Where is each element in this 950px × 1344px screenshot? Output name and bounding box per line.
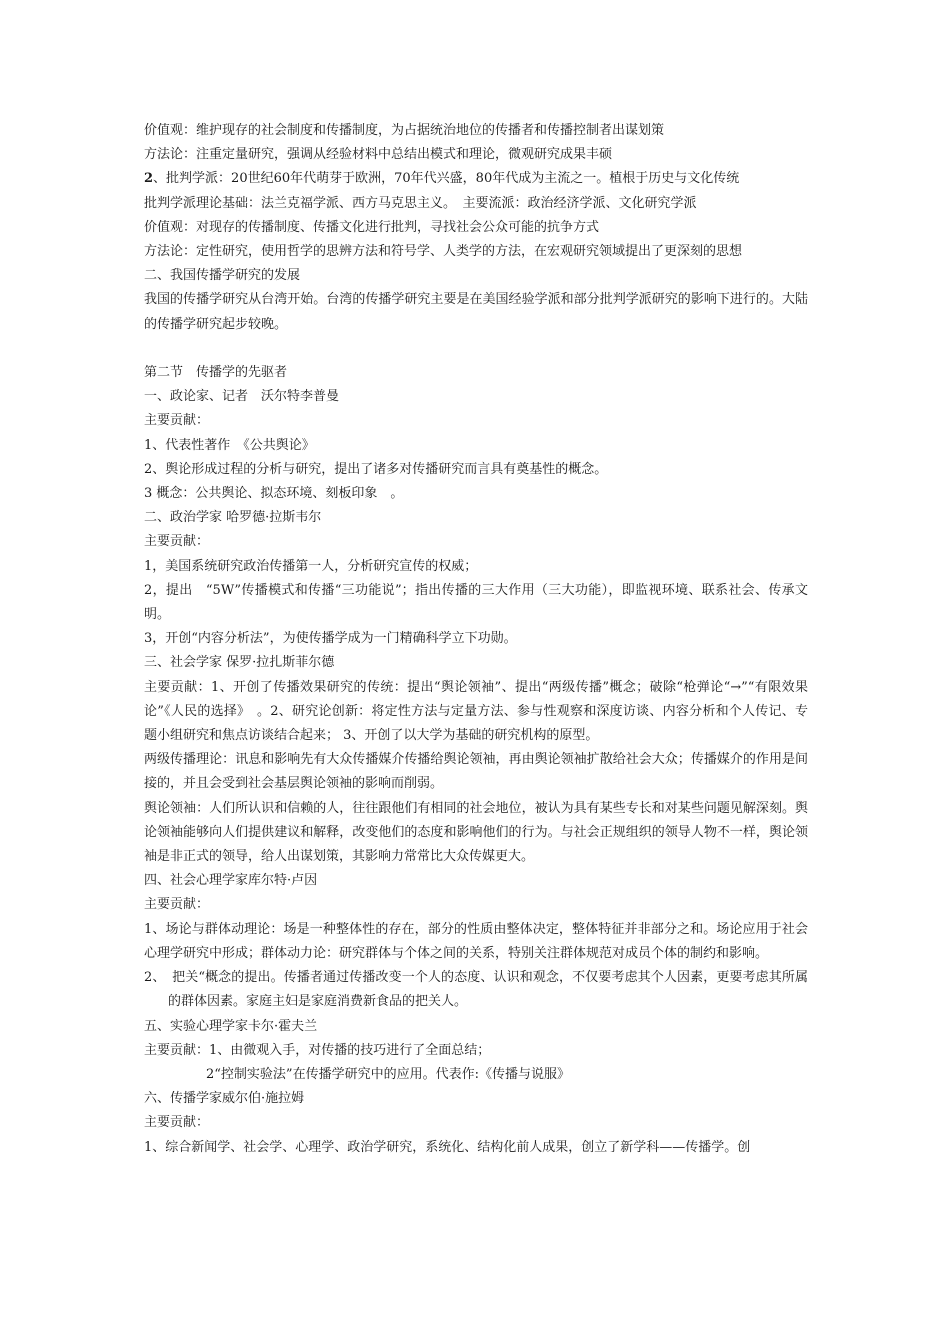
paragraph: 我国的传播学研究从台湾开始。台湾的传播学研究主要是在美国经验学派和部分批判学派研究的影响下进行的。大陆的传播学研究起步较晚。 xyxy=(144,292,808,332)
text-line: 主要贡献：1、由微观入手，对传播的技巧进行了全面总结； xyxy=(144,1042,491,1058)
section-heading: 五、实验心理学家卡尔·霍夫兰 xyxy=(144,1018,318,1034)
text-line: 方法论：注重定量研究，强调从经验材料中总结出模式和理论，微观研究成果丰硕 xyxy=(144,147,613,163)
section-heading: 三、社会学家 保罗·拉扎斯菲尔德 xyxy=(144,655,335,671)
chapter-heading: 第二节 传播学的先驱者 xyxy=(144,365,288,381)
list-item: 1、综合新闻学、社会学、心理学、政治学研究，系统化、结构化前人成果，创立了新学科——传播学。创 xyxy=(144,1139,751,1155)
list-item: 3，开创“内容分析法”，为使传播学成为一门精确科学立下功勋。 xyxy=(144,631,517,647)
text-line: 方法论：定性研究，使用哲学的思辨方法和符号学、人类学的方法，在宏观研究领域提出了更深刻的思想 xyxy=(144,244,743,260)
text-line: 主要贡献： xyxy=(144,413,210,429)
list-item: 2、 把关“概念的提出。传播者通过传播改变一个人的态度、认识和观念，不仅要考虑其个人因素，更要考虑其所属的群体因素。家庭主妇是家庭消费新食品的把关人。 xyxy=(144,970,808,1010)
section-heading: 六、传播学家威尔伯·施拉姆 xyxy=(144,1091,305,1107)
text-line: 主要贡献： xyxy=(144,534,210,550)
text-line: 主要贡献： xyxy=(144,897,210,913)
text-line: 2“控制实验法”在传播学研究中的应用。代表作:《传播与说服》 xyxy=(206,1066,570,1082)
section-heading: 四、社会心理学家库尔特·卢因 xyxy=(144,873,318,889)
list-item: 2、舆论形成过程的分析与研究，提出了诸多对传播研究而言具有奠基性的概念。 xyxy=(144,461,608,477)
section-heading: 二、我国传播学研究的发展 xyxy=(144,268,301,284)
bold-number: 2 xyxy=(144,171,154,187)
list-item: 1、场论与群体动理论：场是一种整体性的存在，部分的性质由整体决定，整体特征并非部分之和。场论应用于社会心理学研究中形成；群体动力论：研究群体与个体之间的关系，特别关注群体规范对成员个体的制约和影响。 xyxy=(144,921,808,961)
blank-line xyxy=(144,337,808,361)
list-item: 2，提出 “5W”传播模式和传播“三功能说”；指出传播的三大作用（三大功能），即监视环境、联系社会、传承文明。 xyxy=(144,582,808,623)
list-item: 1，美国系统研究政治传播第一人，分析研究宣传的权威； xyxy=(144,558,478,574)
section-heading: 二、政治学家 哈罗德·拉斯韦尔 xyxy=(144,510,322,526)
list-item: 1、代表性著作 《公共舆论》 xyxy=(144,437,315,453)
document-page xyxy=(144,119,808,1160)
text-line: 价值观：对现存的传播制度、传播文化进行批判，寻找社会公众可能的抗争方式 xyxy=(144,219,600,235)
paragraph: 两级传播理论：讯息和影响先有大众传播媒介传播给舆论领袖，再由舆论领袖扩散给社会大众；传播媒介的作用是间接的，并且会受到社会基层舆论领袖的影响而削弱。 xyxy=(144,752,808,792)
text-line: 价值观：维护现存的社会制度和传播制度，为占据统治地位的传播者和传播控制者出谋划策 xyxy=(144,123,665,138)
list-item: 3 概念：公共舆论、拟态环境、刻板印象 。 xyxy=(144,486,404,502)
paragraph: 主要贡献：1、开创了传播效果研究的传统：提出“舆论领袖”、提出“两级传播”概念；破除“枪弹论“→”“有限效果论”《人民的选择》 。2、研究论创新：将定性方法与定量方法、参与性观察和深度访谈、内容分析和个人传记、专题小组研究和焦点访谈结合起来； 3、开创了以大学为基础的研究机构的原型。 xyxy=(144,679,808,744)
paragraph: 舆论领袖：人们所认识和信赖的人，往往跟他们有相同的社会地位，被认为具有某些专长和对某些问题见解深刻。舆论领袖能够向人们提供建议和解释，改变他们的态度和影响他们的行为。与社会正规组织的领导人物不一样，舆论领袖是非正式的领导，给人出谋划策，其影响力常常比大众传媒更大。 xyxy=(144,800,808,865)
text-line: 批判学派理论基础：法兰克福学派、西方马克思主义。 主要流派：政治经济学派、文化研究学派 xyxy=(144,195,697,211)
text-line xyxy=(144,167,808,191)
section-heading: 一、政论家、记者 沃尔特李普曼 xyxy=(144,389,340,405)
text-line: 主要贡献： xyxy=(144,1115,210,1131)
text-span: 、批判学派：20世纪60年代萌芽于欧洲，70年代兴盛，80年代成为主流之一。植根于历史与文化传统 xyxy=(153,171,740,187)
